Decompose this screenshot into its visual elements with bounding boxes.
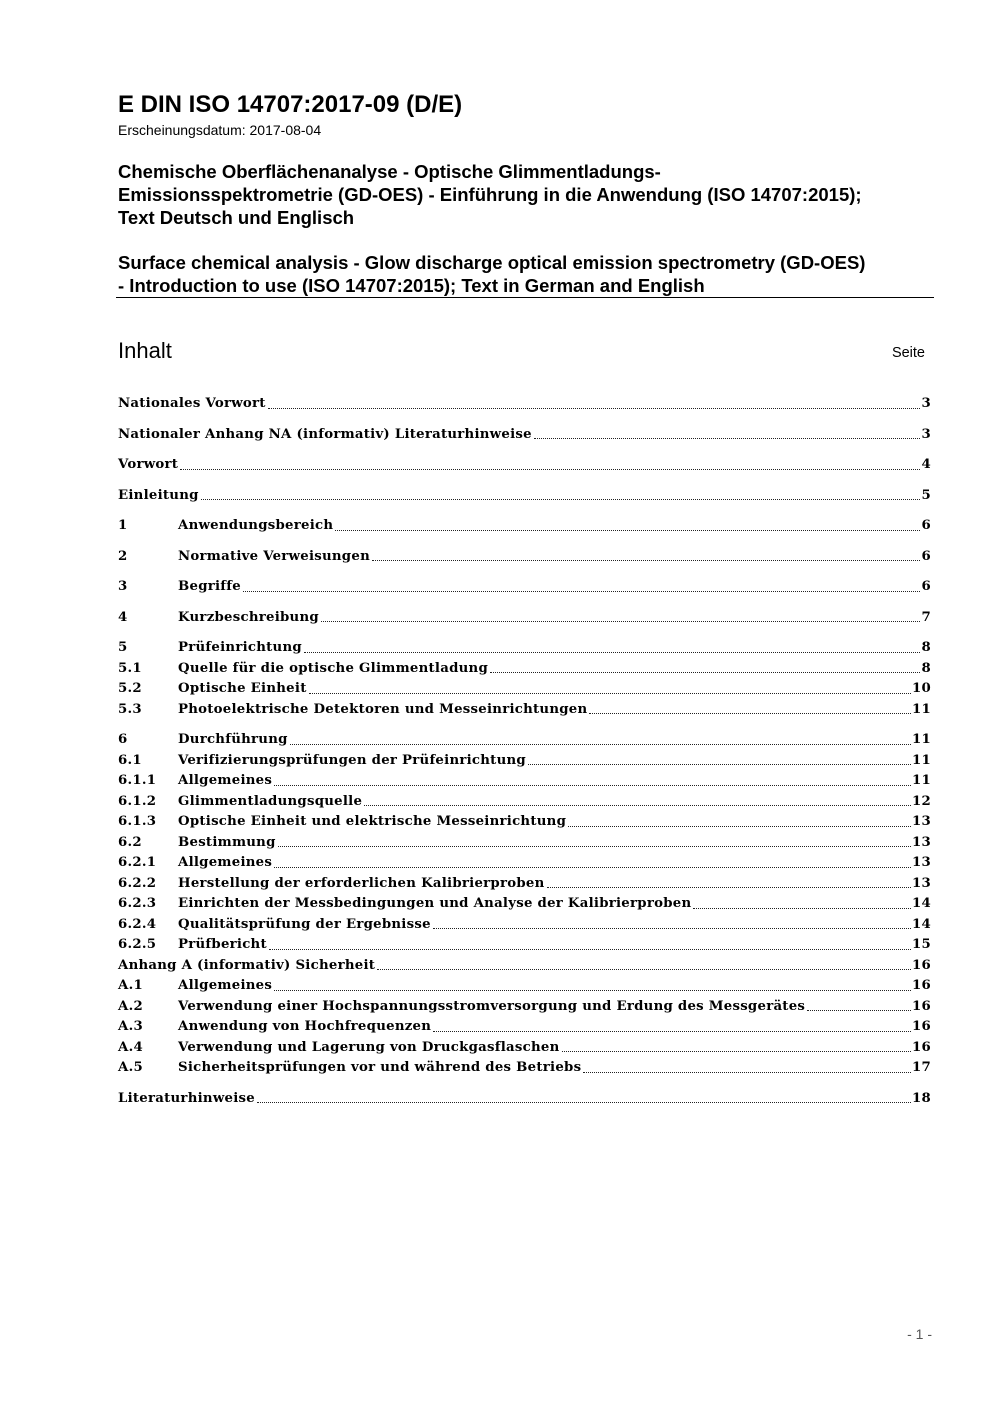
toc-entry-page: 11 — [911, 773, 931, 788]
toc-entry[interactable] — [118, 1017, 931, 1038]
toc-entry-number: 5.1 — [118, 660, 142, 676]
toc-entry-number: 6.2.2 — [118, 875, 157, 891]
toc-entry-number: 5 — [118, 640, 128, 655]
toc-entry-page: 13 — [911, 875, 931, 891]
toc-entry[interactable] — [118, 547, 931, 568]
title-german — [118, 160, 938, 229]
toc-page-column-label: Seite — [891, 345, 925, 361]
toc-dot-leader — [274, 785, 911, 786]
toc-dot-leader — [243, 591, 921, 592]
toc-entry[interactable] — [118, 956, 931, 977]
toc-entry-title: Allgemeines — [178, 855, 273, 870]
toc-entry-page: 16 — [911, 1039, 931, 1055]
toc-entry[interactable] — [118, 915, 931, 936]
toc-entry-title: Einrichten der Messbedingungen und Analyse der Kalibrierproben — [178, 896, 692, 911]
toc-entry[interactable] — [118, 1038, 931, 1059]
toc-dot-leader — [807, 1010, 911, 1011]
toc-entry-number: 2 — [118, 548, 128, 564]
toc-entry[interactable] — [118, 833, 931, 854]
title-german-line: Emissionsspektrometrie (GD-OES) - Einführung in die Anwendung (ISO 14707:2015); — [118, 184, 862, 205]
toc-dot-leader — [377, 969, 911, 970]
toc-entry-page: 12 — [911, 793, 931, 809]
toc-entry-page: 13 — [911, 855, 931, 870]
toc-entry-page: 16 — [911, 1019, 931, 1034]
toc-entry-title: Literaturhinweise — [118, 1090, 255, 1106]
toc-dot-leader — [269, 949, 911, 950]
toc-entry[interactable] — [118, 577, 931, 598]
toc-entry-number: 6.1.1 — [118, 773, 157, 788]
toc-dot-leader — [433, 1031, 911, 1032]
toc-entry-number: 6.2 — [118, 834, 142, 850]
toc-entry-page: 8 — [921, 660, 931, 676]
toc-entry-number: A.5 — [118, 1060, 143, 1075]
toc-dot-leader — [433, 928, 911, 929]
toc-entry-page: 16 — [911, 978, 931, 993]
toc-dot-leader — [274, 867, 911, 868]
toc-dot-leader — [562, 1051, 911, 1052]
toc-entry-title: Glimmentladungsquelle — [178, 793, 363, 809]
toc-entry-number: A.2 — [118, 998, 143, 1014]
toc-entry-number: 6.2.3 — [118, 896, 157, 911]
toc-entry-title: Vorwort — [118, 457, 179, 472]
toc-dot-leader — [568, 826, 911, 827]
toc-entry-page: 3 — [921, 396, 931, 411]
toc-entry-number: 6.2.1 — [118, 855, 157, 870]
toc-entry[interactable] — [118, 976, 931, 997]
toc-entry-number: 3 — [118, 579, 128, 594]
toc-entry-title: Qualitätsprüfung der Ergebnisse — [178, 916, 431, 932]
toc-entry-number: 6.2.5 — [118, 937, 157, 952]
toc-entry[interactable] — [118, 486, 931, 507]
toc-dot-leader — [290, 744, 911, 745]
toc-dot-leader — [583, 1072, 911, 1073]
toc-entry-page: 7 — [921, 609, 931, 625]
toc-entry-number: 6.1 — [118, 752, 142, 768]
toc-entry[interactable] — [118, 935, 931, 956]
title-english — [118, 251, 938, 297]
toc-entry-page: 6 — [921, 518, 931, 533]
toc-dot-leader — [335, 530, 920, 531]
toc-entry[interactable] — [118, 638, 931, 659]
toc-entry-number: 6.1.2 — [118, 793, 157, 809]
toc-entry-title: Allgemeines — [178, 773, 273, 788]
toc-entry-title: Optische Einheit — [178, 681, 307, 696]
toc-entry-title: Normative Verweisungen — [178, 548, 370, 564]
toc-entry-title: Anwendung von Hochfrequenzen — [178, 1019, 432, 1034]
toc-entry-title: Begriffe — [178, 579, 241, 594]
toc-entry[interactable] — [118, 751, 931, 772]
toc-entry-page: 14 — [911, 916, 931, 932]
toc-entry-number: 4 — [118, 609, 128, 625]
toc-entry-title: Verwendung einer Hochspannungsstromversorgung und Erdung des Messgerätes — [178, 998, 806, 1014]
toc-entry-number: A.1 — [118, 978, 143, 993]
toc-entry-number: 6 — [118, 732, 128, 747]
toc-entry[interactable] — [118, 1058, 931, 1079]
toc-dot-leader — [372, 560, 920, 561]
toc-entry-number: 5.3 — [118, 701, 142, 717]
toc-entry-page: 6 — [921, 548, 931, 564]
toc-entry-title: Allgemeines — [178, 978, 273, 993]
toc-dot-leader — [547, 887, 911, 888]
toc-entry[interactable] — [118, 608, 931, 629]
toc-entry[interactable] — [118, 853, 931, 874]
toc-entry[interactable] — [118, 771, 931, 792]
toc-dot-leader — [528, 764, 911, 765]
toc-dot-leader — [309, 693, 911, 694]
toc-entry-title: Nationaler Anhang NA (informativ) Literaturhinweise — [118, 426, 532, 442]
toc-entry-page: 13 — [911, 814, 931, 829]
toc-entry-page: 11 — [911, 752, 931, 768]
toc-entry-page: 18 — [911, 1090, 931, 1106]
toc-entry-page: 5 — [921, 487, 931, 503]
toc-entry-title: Einleitung — [118, 487, 199, 503]
toc-dot-leader — [321, 621, 921, 622]
toc-entry-page: 14 — [911, 896, 931, 911]
toc-entry-page: 16 — [911, 998, 931, 1014]
toc-entry[interactable] — [118, 1089, 931, 1110]
toc-dot-leader — [257, 1102, 911, 1103]
toc-heading: Inhalt — [118, 338, 172, 363]
title-english-line: Surface chemical analysis - Glow discharge optical emission spectrometry (GD-OES) — [118, 252, 866, 273]
toc-entry-title: Prüfbericht — [178, 937, 267, 952]
toc-entry-title: Verwendung und Lagerung von Druckgasflaschen — [178, 1039, 560, 1055]
toc-entry-number: 5.2 — [118, 681, 142, 696]
toc-entry[interactable] — [118, 516, 931, 537]
toc-entry-number: 6.1.3 — [118, 814, 157, 829]
toc-entry[interactable] — [118, 679, 931, 700]
toc-entry-title: Kurzbeschreibung — [178, 609, 319, 625]
toc-entry-page: 17 — [911, 1060, 931, 1075]
toc-entry-title: Prüfeinrichtung — [178, 640, 302, 655]
toc-entry-title: Photoelektrische Detektoren und Messeinrichtungen — [178, 701, 588, 717]
toc-entry[interactable] — [118, 455, 931, 476]
document-id: E DIN ISO 14707:2017-09 (D/E) — [118, 91, 463, 118]
toc-entry-title: Quelle für die optische Glimmentladung — [178, 660, 489, 676]
toc-entry-page: 8 — [921, 640, 931, 655]
title-english-line: - Introduction to use (ISO 14707:2015); Text in German and English — [118, 275, 705, 296]
toc-entry-title: Sicherheitsprüfungen vor und während des Betriebs — [178, 1060, 582, 1075]
page-number: - 1 - — [907, 1326, 932, 1342]
toc-entry-page: 16 — [911, 957, 931, 973]
toc-dot-leader — [304, 652, 921, 653]
table-of-contents — [118, 394, 931, 1109]
toc-entry-page: 10 — [911, 681, 931, 696]
toc-entry-page: 15 — [911, 937, 931, 952]
toc-dot-leader — [268, 408, 921, 409]
toc-entry-page: 11 — [911, 701, 931, 717]
toc-entry-title: Nationales Vorwort — [118, 396, 266, 411]
toc-dot-leader — [534, 438, 921, 439]
toc-entry-title: Anhang A (informativ) Sicherheit — [118, 957, 376, 973]
toc-dot-leader — [278, 846, 911, 847]
title-divider — [116, 297, 934, 298]
toc-entry-title: Durchführung — [178, 732, 288, 747]
toc-entry-title: Anwendungsbereich — [178, 518, 334, 533]
toc-dot-leader — [693, 908, 911, 909]
toc-entry[interactable] — [118, 394, 931, 415]
toc-entry[interactable] — [118, 792, 931, 813]
toc-entry-title: Verifizierungsprüfungen der Prüfeinrichtung — [178, 752, 526, 768]
toc-entry[interactable] — [118, 659, 931, 680]
toc-entry-number: A.3 — [118, 1019, 143, 1034]
toc-entry[interactable] — [118, 874, 931, 895]
toc-entry[interactable] — [118, 997, 931, 1018]
toc-entry-number: 1 — [118, 518, 128, 533]
title-german-line: Chemische Oberflächenanalyse - Optische Glimmentladungs- — [118, 161, 661, 182]
toc-entry-page: 6 — [921, 579, 931, 594]
toc-dot-leader — [589, 713, 911, 714]
toc-entry-page: 11 — [911, 732, 931, 747]
toc-entry[interactable] — [118, 425, 931, 446]
toc-entry[interactable] — [118, 812, 931, 833]
toc-entry-title: Herstellung der erforderlichen Kalibrierproben — [178, 875, 545, 891]
toc-entry-title: Bestimmung — [178, 834, 276, 850]
toc-entry-page: 13 — [911, 834, 931, 850]
publication-date: Erscheinungsdatum: 2017-08-04 — [118, 122, 322, 138]
toc-dot-leader — [364, 805, 911, 806]
toc-entry-page: 3 — [921, 426, 931, 442]
toc-dot-leader — [274, 990, 911, 991]
toc-entry-number: 6.2.4 — [118, 916, 157, 932]
toc-dot-leader — [490, 672, 920, 673]
toc-entry[interactable] — [118, 894, 931, 915]
toc-entry-page: 4 — [921, 457, 931, 472]
toc-entry-title: Optische Einheit und elektrische Messeinrichtung — [178, 814, 567, 829]
toc-entry[interactable] — [118, 700, 931, 721]
toc-dot-leader — [180, 469, 920, 470]
toc-entry-number: A.4 — [118, 1039, 143, 1055]
toc-dot-leader — [201, 499, 921, 500]
toc-entry[interactable] — [118, 730, 931, 751]
title-german-line: Text Deutsch und Englisch — [118, 207, 355, 228]
